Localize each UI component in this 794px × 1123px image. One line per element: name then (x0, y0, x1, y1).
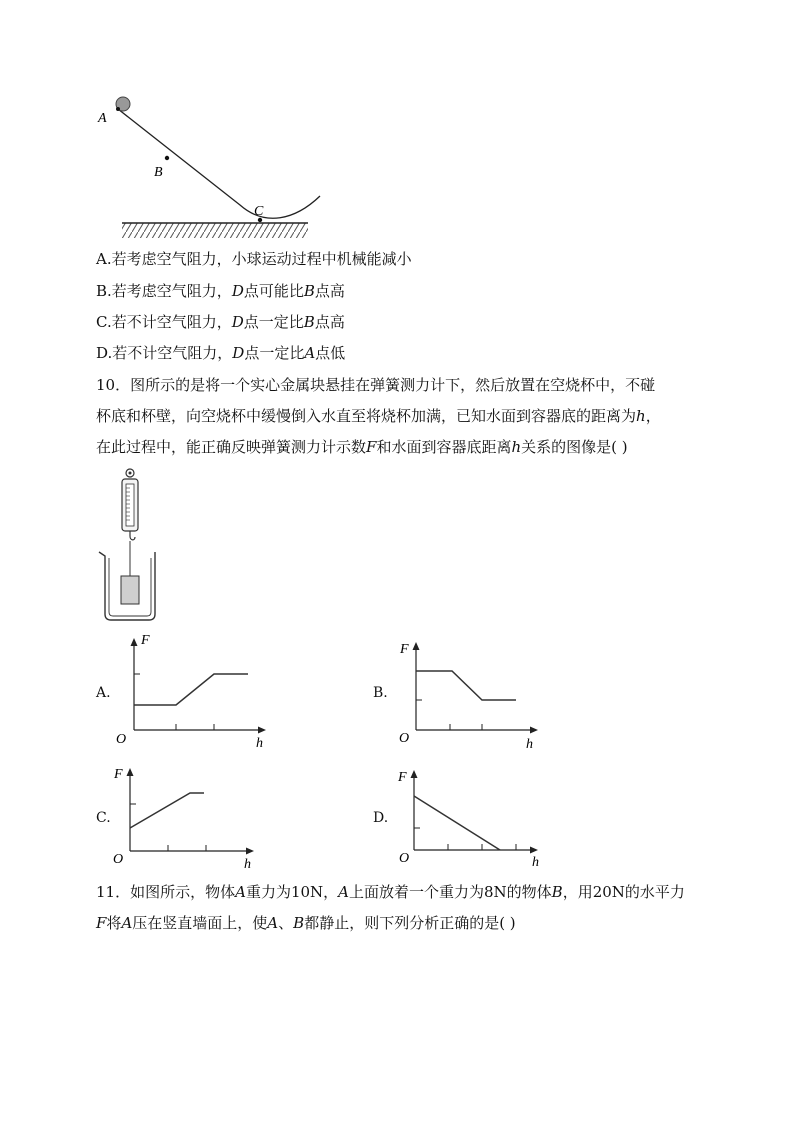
graph-a-y-label: F (141, 633, 150, 648)
graph-d (394, 762, 554, 874)
q9-option-a: A.若考虑空气阻力，小球运动过程中机械能减小 (96, 250, 412, 268)
label-b: B (154, 165, 163, 180)
q9-option-c: C.若不计空气阻力，D点一定比B点高 (96, 313, 345, 331)
graph-c-line (130, 793, 204, 828)
metal-block (121, 576, 139, 604)
q11-line-2: F将A压在竖直墙面上，使A、B都静止，则下列分析正确的是( ) (96, 914, 516, 932)
graph-b-line (416, 671, 516, 700)
track-figure (90, 92, 340, 242)
graph-b-y-label: F (400, 642, 409, 657)
graph-d-letter: D. (373, 810, 389, 826)
graph-d-origin: O (399, 851, 410, 866)
q10-line-1: 10．图所示的是将一个实心金属块悬挂在弹簧测力计下，然后放置在空烧杯中，不碰 (96, 376, 656, 394)
q9-option-b: B.若考虑空气阻力，D点可能比B点高 (96, 282, 345, 300)
graph-b-x-label: h (526, 737, 533, 752)
label-c: C (254, 204, 264, 219)
graph-c-x-label: h (244, 857, 251, 872)
q10-line-2: 杯底和杯壁，向空烧杯中缓慢倒入水直至将烧杯加满，已知水面到容器底的距离为h， (96, 407, 661, 425)
graph-c-origin: O (113, 852, 124, 867)
graph-a-letter: A. (96, 685, 111, 701)
q11-line-1: 11．如图所示，物体A重力为10N，A上面放着一个重力为8N的物体B，用20N的水平力 (96, 883, 685, 901)
graph-b-origin: O (399, 731, 410, 746)
q9-option-d: D.若不计空气阻力，D点一定比A点低 (96, 344, 346, 362)
track-curve (118, 109, 320, 218)
point-a-dot (116, 107, 120, 111)
graph-c-y-label: F (114, 767, 123, 782)
graph-c (110, 762, 270, 874)
graph-b-letter: B. (373, 685, 388, 701)
ground-hatch (122, 223, 308, 238)
graph-a (110, 630, 280, 755)
graph-c-letter: C. (96, 810, 111, 826)
spring-scale-beaker-figure (95, 466, 165, 624)
graph-d-x-label: h (532, 855, 539, 870)
scale-hook (130, 531, 135, 540)
graph-a-x-label: h (256, 736, 263, 751)
graph-d-line (414, 796, 500, 850)
graph-a-origin: O (116, 732, 127, 747)
graph-b (394, 636, 554, 756)
graph-d-y-label: F (398, 770, 407, 785)
point-b-dot (165, 156, 169, 160)
graph-a-line (134, 674, 248, 705)
q10-line-3: 在此过程中，能正确反映弹簧测力计示数F和水面到容器底距离h关系的图像是( ) (96, 438, 628, 456)
label-a: A (98, 111, 107, 126)
